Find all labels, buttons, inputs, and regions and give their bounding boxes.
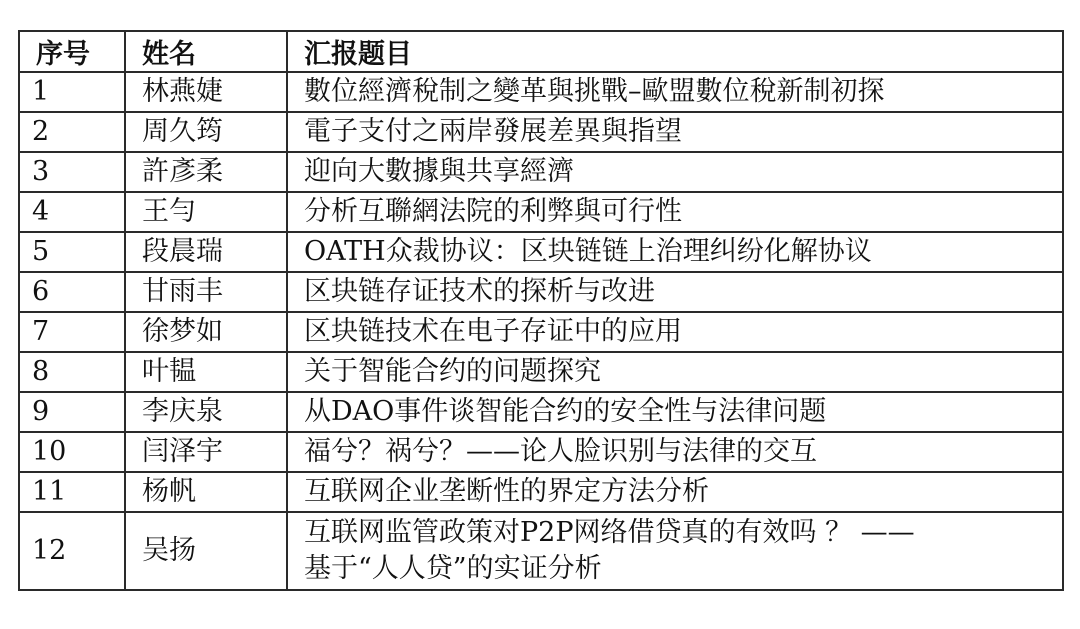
topic-line: 区块链技术在电子存证中的应用 xyxy=(304,316,682,347)
table-row xyxy=(19,152,1063,192)
row-number-cell: 2 xyxy=(19,112,125,152)
table-row xyxy=(19,112,1063,152)
row-topic-cell xyxy=(287,112,1063,152)
row-topic-cell xyxy=(287,232,1063,272)
header-number: 序号 xyxy=(19,31,125,72)
topic-line: 福兮？祸兮？——论人脸识别与法律的交互 xyxy=(304,436,817,467)
header-topic: 汇报题目 xyxy=(287,31,1063,72)
topic-line: 電子支付之兩岸發展差異與指望 xyxy=(304,116,682,147)
table-row xyxy=(19,472,1063,512)
row-name-cell: 周久筠 xyxy=(125,112,287,152)
row-name-cell: 李庆泉 xyxy=(125,392,287,432)
topic-line: 分析互聯網法院的利弊與可行性 xyxy=(304,196,682,227)
row-number-cell: 5 xyxy=(19,232,125,272)
row-number-cell: 6 xyxy=(19,272,125,312)
row-name-cell: 段晨瑞 xyxy=(125,232,287,272)
row-name-cell: 叶韫 xyxy=(125,352,287,392)
table-row xyxy=(19,312,1063,352)
row-number-cell: 10 xyxy=(19,432,125,472)
table-row xyxy=(19,232,1063,272)
topic-line: OATH众裁协议：区块链链上治理纠纷化解协议 xyxy=(304,236,872,267)
row-topic-cell xyxy=(287,192,1063,232)
row-topic-cell xyxy=(287,312,1063,352)
row-topic-cell xyxy=(287,432,1063,472)
topic-line: 从DAO事件谈智能合约的安全性与法律问题 xyxy=(304,396,827,427)
row-name-cell: 許彥柔 xyxy=(125,152,287,192)
row-number-cell: 8 xyxy=(19,352,125,392)
table-header-row xyxy=(19,31,1063,72)
row-topic-cell xyxy=(287,272,1063,312)
topic-line: 互联网企业垄断性的界定方法分析 xyxy=(304,476,709,507)
row-name-cell: 甘雨丰 xyxy=(125,272,287,312)
topic-line: 數位經濟稅制之變革與挑戰–歐盟數位稅新制初探 xyxy=(304,76,885,107)
table-row xyxy=(19,72,1063,112)
row-name-cell: 杨帆 xyxy=(125,472,287,512)
topic-line: 基于“人人贷”的实证分析 xyxy=(304,553,602,584)
row-number-cell: 3 xyxy=(19,152,125,192)
table-row xyxy=(19,192,1063,232)
topic-line: 区块链存证技术的探析与改进 xyxy=(304,276,655,307)
table-row xyxy=(19,272,1063,312)
topic-line: 互联网监管政策对P2P网络借贷真的有效吗 ？ —— xyxy=(304,517,915,548)
row-topic-cell xyxy=(287,392,1063,432)
row-number-cell: 12 xyxy=(19,512,125,590)
row-number-cell: 9 xyxy=(19,392,125,432)
row-name-cell: 徐梦如 xyxy=(125,312,287,352)
row-topic-cell xyxy=(287,72,1063,112)
row-name-cell: 闫泽宇 xyxy=(125,432,287,472)
topic-line: 关于智能合约的问题探究 xyxy=(304,356,601,387)
table-row xyxy=(19,352,1063,392)
row-number-cell: 1 xyxy=(19,72,125,112)
row-topic-cell xyxy=(287,472,1063,512)
table-row xyxy=(19,512,1063,590)
row-topic-cell xyxy=(287,352,1063,392)
report-table xyxy=(18,30,1064,591)
report-table-container xyxy=(18,30,1062,591)
row-name-cell: 王勻 xyxy=(125,192,287,232)
table-row xyxy=(19,392,1063,432)
row-topic-cell xyxy=(287,152,1063,192)
row-name-cell: 林燕婕 xyxy=(125,72,287,112)
header-name: 姓名 xyxy=(125,31,287,72)
row-number-cell: 4 xyxy=(19,192,125,232)
table-row xyxy=(19,432,1063,472)
row-name-cell: 吴扬 xyxy=(125,512,287,590)
row-number-cell: 11 xyxy=(19,472,125,512)
row-number-cell: 7 xyxy=(19,312,125,352)
row-topic-cell xyxy=(287,512,1063,590)
topic-line: 迎向大數據與共享經濟 xyxy=(304,156,574,187)
